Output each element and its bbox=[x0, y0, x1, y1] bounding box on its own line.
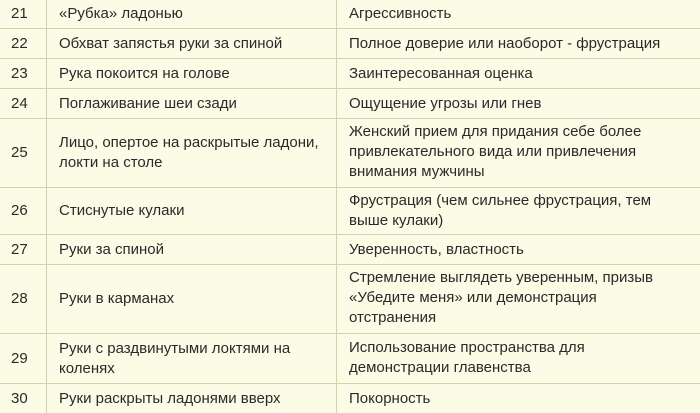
row-number-cell bbox=[0, 89, 46, 118]
table-row bbox=[0, 265, 700, 334]
row-number: 29 bbox=[11, 349, 28, 367]
meaning-text: Покорность bbox=[349, 389, 431, 407]
gesture-text: «Рубка» ладонью bbox=[59, 5, 183, 22]
meaning-text: Агрессивность bbox=[349, 5, 452, 22]
row-number: 30 bbox=[11, 389, 28, 407]
gesture-text: Руки в карманах bbox=[59, 290, 175, 307]
gesture-text: Руки за спиной bbox=[59, 240, 165, 258]
row-number: 27 bbox=[11, 240, 28, 258]
row-number-cell bbox=[0, 265, 46, 333]
row-number: 26 bbox=[11, 202, 28, 219]
meaning-cell bbox=[336, 29, 700, 58]
meaning-text: Ощущение угрозы или гнев bbox=[349, 94, 542, 112]
table-row bbox=[0, 188, 700, 235]
table-row bbox=[0, 384, 700, 413]
table-row bbox=[0, 29, 700, 59]
row-number-cell bbox=[0, 119, 46, 187]
table-row bbox=[0, 119, 700, 188]
gesture-text: Руки раскрыты ладонями вверх bbox=[59, 389, 281, 407]
row-number: 28 bbox=[11, 290, 28, 307]
meaning-cell bbox=[336, 384, 700, 413]
table-row bbox=[0, 89, 700, 119]
meaning-text: Стремление выглядеть уверенным, призыв «Убедите меня» или демонстрация отстранения bbox=[349, 269, 653, 326]
table-row bbox=[0, 0, 700, 29]
meaning-cell bbox=[336, 59, 700, 88]
row-number: 22 bbox=[11, 34, 28, 52]
gesture-cell bbox=[46, 235, 336, 264]
meaning-cell bbox=[336, 89, 700, 118]
row-number-cell bbox=[0, 29, 46, 58]
meaning-cell bbox=[336, 188, 700, 234]
meaning-text: Использование пространства для демонстрации главенства bbox=[349, 339, 585, 376]
row-number-cell bbox=[0, 334, 46, 383]
gesture-cell bbox=[46, 334, 336, 383]
row-number-cell bbox=[0, 0, 46, 28]
gesture-cell bbox=[46, 384, 336, 413]
meaning-text: Заинтересованная оценка bbox=[349, 64, 533, 82]
table-row bbox=[0, 59, 700, 89]
gesture-text: Поглаживание шеи сзади bbox=[59, 94, 237, 112]
meaning-cell bbox=[336, 119, 700, 187]
meaning-cell bbox=[336, 0, 700, 28]
meaning-cell bbox=[336, 235, 700, 264]
row-number-cell bbox=[0, 59, 46, 88]
gesture-cell bbox=[46, 119, 336, 187]
gesture-cell bbox=[46, 59, 336, 88]
gesture-text: Стиснутые кулаки bbox=[59, 202, 185, 219]
gesture-cell bbox=[46, 188, 336, 234]
meaning-text: Уверенность, властность bbox=[349, 240, 524, 258]
meaning-text: Женский прием для придания себе более привлекательного вида или привлечения внимания мужчины bbox=[349, 123, 642, 180]
table-row bbox=[0, 334, 700, 384]
row-number: 21 bbox=[11, 5, 28, 22]
row-number-cell bbox=[0, 384, 46, 413]
gesture-text: Лицо, опертое на раскрытые ладони, локти на столе bbox=[59, 134, 319, 171]
gesture-cell bbox=[46, 0, 336, 28]
meaning-text: Фрустрация (чем сильнее фрустрация, тем выше кулаки) bbox=[349, 192, 652, 229]
gesture-cell bbox=[46, 89, 336, 118]
meaning-cell bbox=[336, 265, 700, 333]
gesture-cell bbox=[46, 265, 336, 333]
meaning-cell bbox=[336, 334, 700, 383]
gesture-text: Руки с раздвинутыми локтями на коленях bbox=[59, 339, 291, 377]
gesture-text: Рука покоится на голове bbox=[59, 64, 230, 82]
meaning-text: Полное доверие или наоборот - фрустрация bbox=[349, 34, 661, 52]
gesture-cell bbox=[46, 29, 336, 58]
row-number: 25 bbox=[11, 144, 28, 161]
row-number-cell bbox=[0, 235, 46, 264]
table-row bbox=[0, 235, 700, 265]
row-number-cell bbox=[0, 188, 46, 234]
gesture-text: Обхват запястья руки за спиной bbox=[59, 34, 283, 52]
row-number: 23 bbox=[11, 64, 28, 82]
row-number: 24 bbox=[11, 94, 28, 112]
